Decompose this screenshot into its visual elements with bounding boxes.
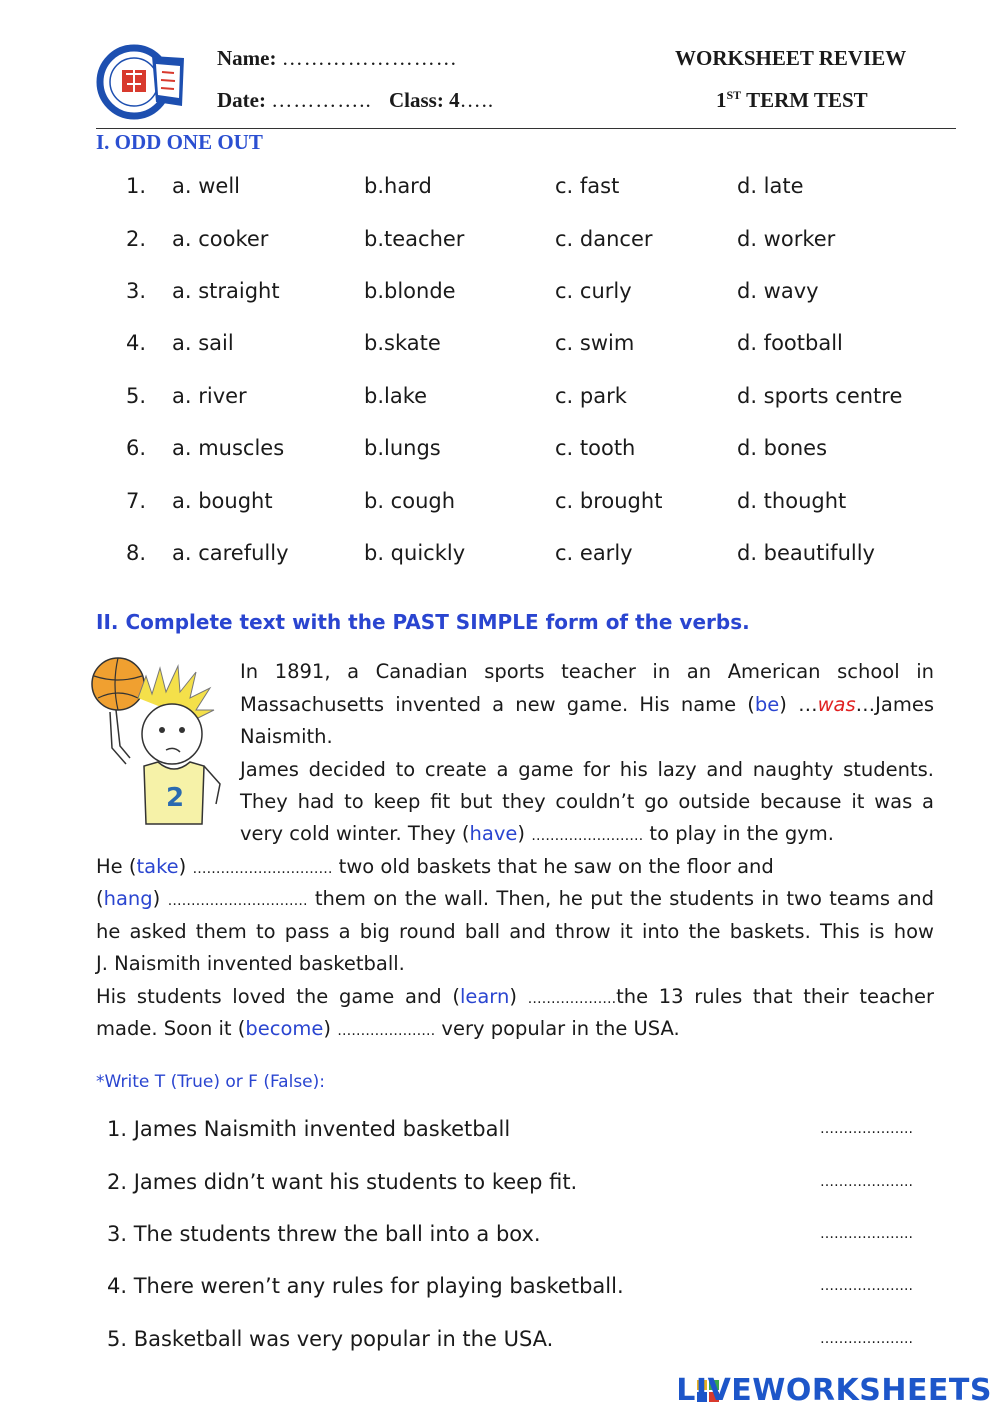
class-label: Class: 4 <box>388 88 460 112</box>
term-test-title: 1ST TERM TEST <box>716 88 868 112</box>
tf-answer-blank[interactable]: ……………….. <box>820 1174 913 1190</box>
option-c[interactable]: c. tooth <box>555 436 636 460</box>
name-label: Name: <box>217 46 277 70</box>
option-a[interactable]: a. sail <box>172 331 234 355</box>
blank-have[interactable]: …………………… <box>531 828 644 844</box>
option-c[interactable]: c. swim <box>555 331 635 355</box>
odd-row: 5. a. river b.lake c. park d. sports centre <box>126 384 903 408</box>
tf-answer-blank[interactable]: ……………….. <box>820 1226 913 1242</box>
liveworksheets-brand[interactable]: LIVEWORKSHEETS <box>676 1373 992 1408</box>
date-class-field <box>217 88 494 113</box>
blank-become[interactable]: ………………… <box>337 1023 436 1039</box>
name-field <box>217 46 458 71</box>
tf-question: 2. James didn’t want his students to keep fit. <box>107 1170 578 1194</box>
verb-be: be <box>754 693 780 716</box>
tf-item <box>0 1170 1000 1210</box>
option-b[interactable]: b.skate <box>364 331 441 355</box>
passage-line: he asked them to pass a big round ball and throw it into the baskets. This is how <box>96 920 934 943</box>
basketball-boy-illustration <box>86 654 226 830</box>
passage-line: In 1891, a Canadian sports teacher in an American school in <box>240 660 934 683</box>
option-a[interactable]: a. well <box>172 174 240 198</box>
verb-become: become <box>245 1017 324 1040</box>
worksheet-title: WORKSHEET REVIEW <box>675 46 907 70</box>
option-b[interactable]: b.blonde <box>364 279 456 303</box>
option-b[interactable]: b. quickly <box>364 541 466 565</box>
blank-learn[interactable]: ………………. <box>527 991 617 1007</box>
tf-question: 4. There weren’t any rules for playing basketball. <box>107 1274 624 1298</box>
tf-answer-blank[interactable]: ……………….. <box>820 1278 913 1294</box>
option-b[interactable]: b. cough <box>364 489 456 513</box>
tf-item <box>0 1222 1000 1262</box>
option-d[interactable]: d. beautifully <box>737 541 875 565</box>
option-b[interactable]: b.lungs <box>364 436 441 460</box>
blank-take[interactable]: ………………………… <box>192 861 333 877</box>
date-blank[interactable]: ………….. <box>271 88 372 112</box>
tf-question: 5. Basketball was very popular in the USA. <box>107 1327 554 1351</box>
school-logo <box>96 44 188 120</box>
passage-line: made. Soon it (become) ………………… very popular in the USA. <box>96 1017 680 1040</box>
option-b[interactable]: b.lake <box>364 384 428 408</box>
tf-question: 3. The students threw the ball into a box. <box>107 1222 541 1246</box>
option-d[interactable]: d. football <box>737 331 843 355</box>
verb-have: have <box>469 822 518 845</box>
verb-hang: hang <box>103 887 153 910</box>
option-c[interactable]: c. fast <box>555 174 620 198</box>
passage-line: (hang) ………………………… them on the wall. Then, he put the students in two teams and <box>96 887 934 910</box>
option-b[interactable]: b.hard <box>364 174 432 198</box>
option-c[interactable]: c. dancer <box>555 227 653 251</box>
name-blank[interactable]: …………………… <box>281 46 458 70</box>
option-a[interactable]: a. muscles <box>172 436 285 460</box>
section-odd-one-out-title: I. ODD ONE OUT <box>96 130 263 154</box>
passage-line: He (take) ………………………… two old baskets that he saw on the floor and <box>96 855 774 878</box>
tf-answer-blank[interactable]: ……………….. <box>820 1121 913 1137</box>
option-b[interactable]: b.teacher <box>364 227 465 251</box>
option-c[interactable]: c. curly <box>555 279 632 303</box>
passage-line: J. Naismith invented basketball. <box>96 952 405 975</box>
option-d[interactable]: d. wavy <box>737 279 819 303</box>
odd-row: 7. a. bought b. cough c. brought d. thought <box>126 489 847 513</box>
option-d[interactable]: d. late <box>737 174 804 198</box>
odd-row: 8. a. carefully b. quickly c. early d. beautifully <box>126 541 875 565</box>
option-a[interactable]: a. cooker <box>172 227 269 251</box>
tf-item <box>0 1117 1000 1157</box>
tf-answer-blank[interactable]: ……………….. <box>820 1331 913 1347</box>
option-c[interactable]: c. brought <box>555 489 663 513</box>
odd-row: 1. a. well b.hard c. fast d. late <box>126 174 804 198</box>
svg-text:2: 2 <box>166 783 185 813</box>
passage-line: Naismith. <box>240 725 333 748</box>
true-false-instruction: *Write T (True) or F (False): <box>96 1072 325 1092</box>
verb-take: take <box>136 855 179 878</box>
odd-row: 3. a. straight b.blonde c. curly d. wavy <box>126 279 819 303</box>
tf-item <box>0 1327 1000 1367</box>
option-d[interactable]: d. bones <box>737 436 828 460</box>
blank-hang[interactable]: ………………………… <box>167 893 308 909</box>
option-d[interactable]: d. sports centre <box>737 384 903 408</box>
option-d[interactable]: d. thought <box>737 489 847 513</box>
option-c[interactable]: c. early <box>555 541 633 565</box>
tf-item <box>0 1274 1000 1314</box>
odd-row: 2. a. cooker b.teacher c. dancer d. worker <box>126 227 836 251</box>
option-a[interactable]: a. bought <box>172 489 273 513</box>
answer-was: was <box>817 693 856 716</box>
passage-line: His students loved the game and (learn) ……………….the 13 rules that their teacher <box>96 985 935 1008</box>
date-label: Date: <box>217 88 266 112</box>
passage-line: very cold winter. They (have) …………………… to play in the gym. <box>240 822 834 845</box>
option-c[interactable]: c. park <box>555 384 627 408</box>
odd-row: 6. a. muscles b.lungs c. tooth d. bones <box>126 436 828 460</box>
passage-line: They had to keep fit but they couldn’t go outside because it was a <box>240 790 934 813</box>
passage-line: James decided to create a game for his lazy and naughty students. <box>240 758 934 781</box>
option-a[interactable]: a. carefully <box>172 541 289 565</box>
class-blank[interactable]: ….. <box>459 88 495 112</box>
option-a[interactable]: a. river <box>172 384 247 408</box>
header-divider <box>96 128 956 129</box>
tf-question: 1. James Naismith invented basketball <box>107 1117 511 1141</box>
section-past-simple-title: II. Complete text with the PAST SIMPLE form of the verbs. <box>96 610 750 634</box>
option-d[interactable]: d. worker <box>737 227 836 251</box>
odd-row: 4. a. sail b.skate c. swim d. football <box>126 331 843 355</box>
verb-learn: learn <box>459 985 510 1008</box>
option-a[interactable]: a. straight <box>172 279 280 303</box>
passage-line: Massachusetts invented a new game. His name (be) …was…James <box>240 693 934 716</box>
